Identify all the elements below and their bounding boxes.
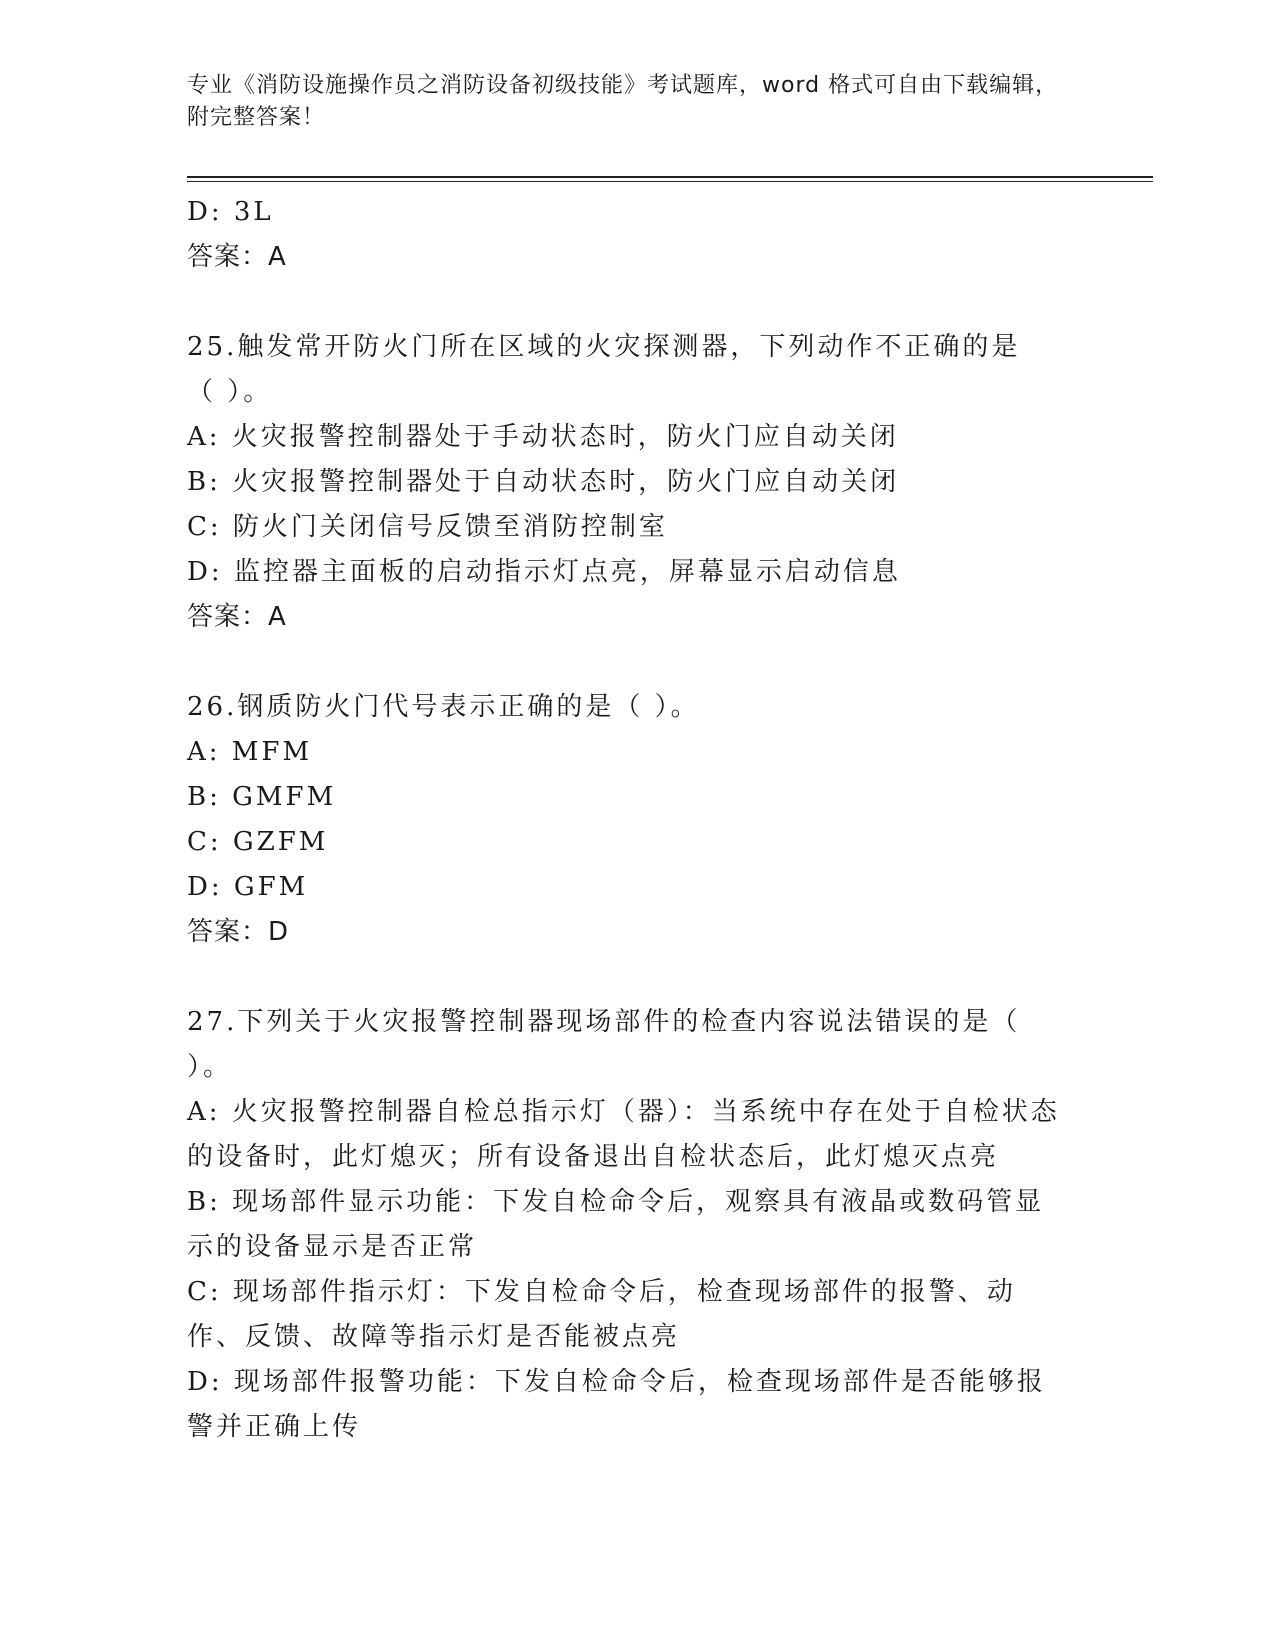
option-a: A: MFM [187, 737, 313, 767]
option-a: A: 火灾报警控制器自检总指示灯（器）：当系统中存在处于自检状态的设备时，此灯熄灭；所有设备退出自检状态后，此灯熄灭点亮 [187, 1097, 1060, 1172]
option-c: C: 防火门关闭信号反馈至消防控制室 [187, 512, 668, 542]
option-a: A: 火灾报警控制器处于手动状态时，防火门应自动关闭 [187, 422, 899, 452]
option-b: B: 现场部件显示功能：下发自检命令后，观察具有液晶或数码管显示的设备显示是否正常 [187, 1187, 1045, 1262]
question-stem: 27.下列关于火灾报警控制器现场部件的检查内容说法错误的是（ ）。 [187, 1007, 1021, 1082]
spacer [187, 640, 1067, 685]
spacer [187, 280, 1067, 325]
question-26 [187, 685, 1067, 955]
option-d: D: 监控器主面板的启动指示灯点亮，屏幕显示启动信息 [187, 557, 901, 587]
option-c: C: 现场部件指示灯：下发自检命令后，检查现场部件的报警、动作、反馈、故障等指示灯是否能被点亮 [187, 1277, 1016, 1352]
spacer [187, 955, 1067, 1000]
option-c: C: GZFM [187, 827, 329, 857]
question-content [187, 190, 1067, 1450]
header-divider-thin [187, 181, 1153, 182]
question-stem: 26.钢质防火门代号表示正确的是（ ）。 [187, 692, 700, 722]
option-b: B: GMFM [187, 782, 337, 812]
prev-option-d: D: 3L [187, 197, 274, 227]
prev-answer: 答案：A [187, 242, 287, 272]
question-27 [187, 1000, 1067, 1450]
question-stem: 25.触发常开防火门所在区域的火灾探测器，下列动作不正确的是（ ）。 [187, 332, 1021, 407]
option-b: B: 火灾报警控制器处于自动状态时，防火门应自动关闭 [187, 467, 900, 497]
answer: 答案：A [187, 602, 287, 632]
option-d: D: GFM [187, 872, 309, 902]
header-divider [187, 176, 1153, 178]
question-25 [187, 325, 1067, 640]
answer: 答案：D [187, 917, 290, 947]
page-header: 专业《消防设施操作员之消防设备初级技能》考试题库，word 格式可自由下载编辑，附完整答案！ [187, 73, 1059, 130]
option-d: D: 现场部件报警功能：下发自检命令后，检查现场部件是否能够报警并正确上传 [187, 1367, 1046, 1442]
